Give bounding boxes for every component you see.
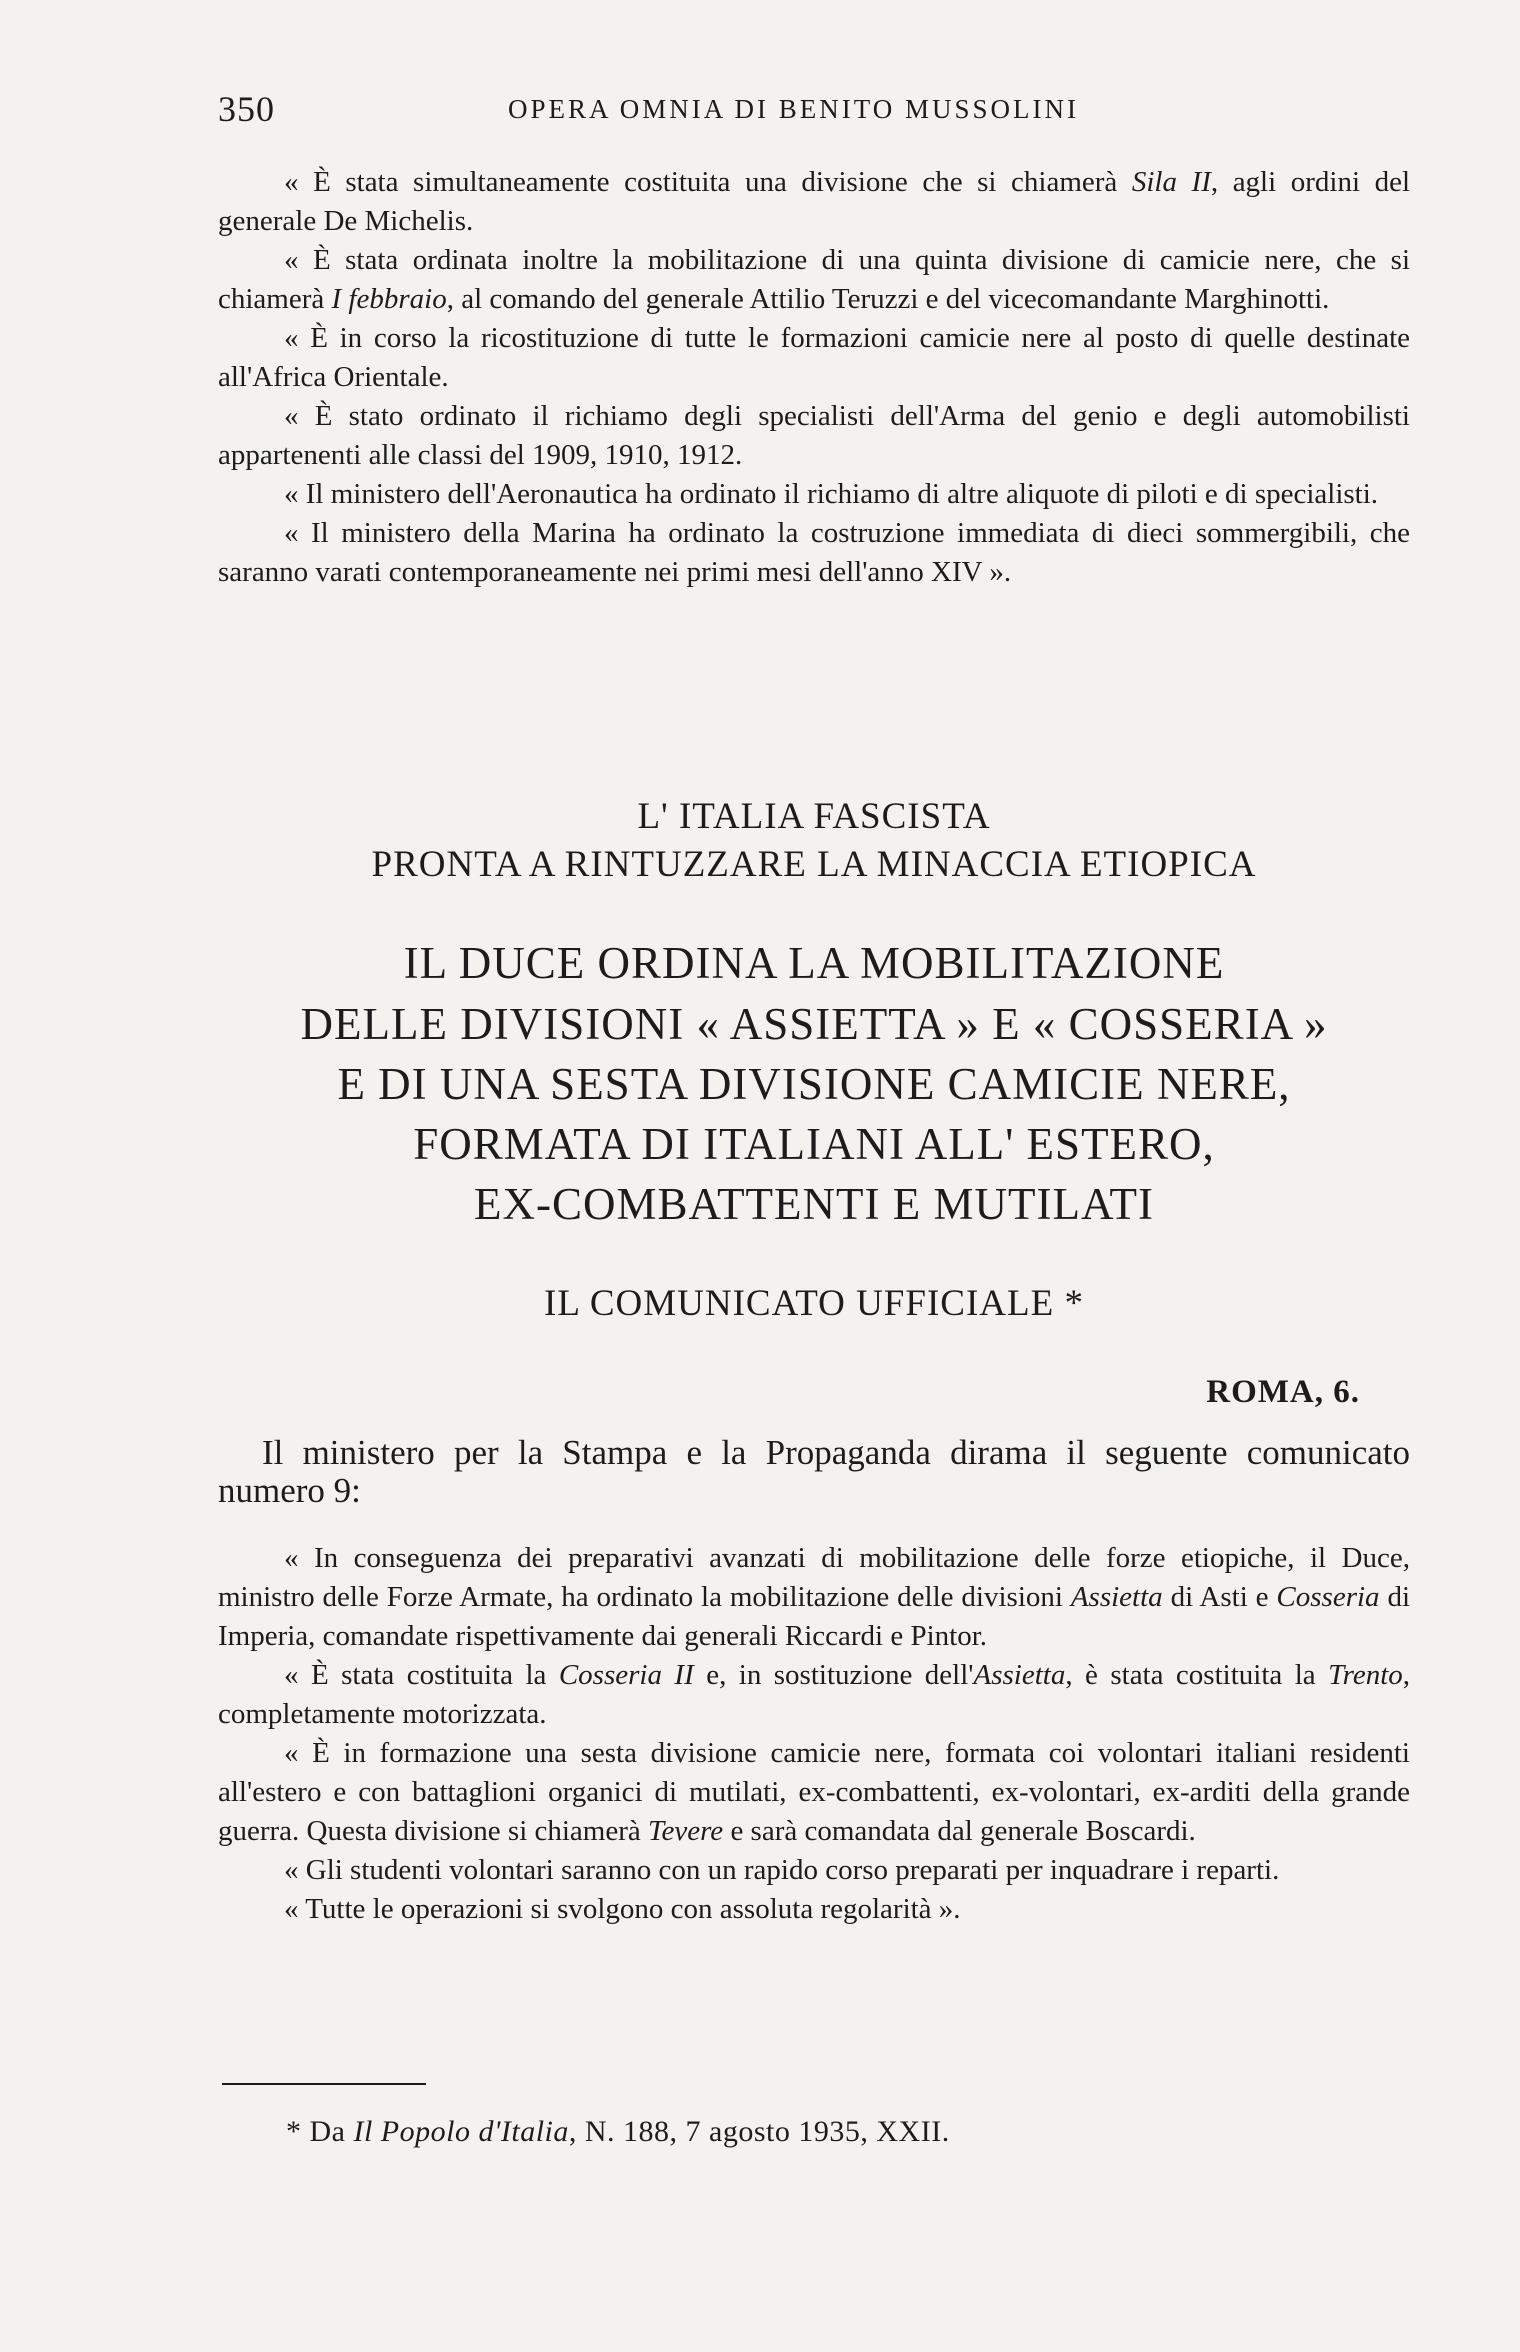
headline-kicker-1: L' ITALIA FASCISTA (637, 796, 991, 837)
headline-main-2: DELLE DIVISIONI « ASSIETTA » E « COSSERIA » (300, 999, 1328, 1049)
communique-text-block (218, 1539, 1410, 1929)
running-title: OPERA OMNIA DI BENITO MUSSOLINI (508, 94, 1080, 124)
page-number: 350 (218, 89, 275, 129)
page-header (218, 88, 1408, 136)
subheading: IL COMUNICATO UFFICIALE * (544, 1283, 1084, 1324)
paragraph: « Il ministero dell'Aeronautica ha ordinato il richiamo di altre aliquote di piloti e di specialisti. (284, 478, 1379, 510)
paragraph: « In conseguenza dei preparativi avanzati di mobilitazione delle forze etiopiche, il Duce, ministro delle Forze Armate, ha ordinato la mobilitazione delle divisioni Assietta di Asti e Cosseria di Imperia, comandate rispettivamente dai generali Riccardi e Pintor. (218, 1542, 1411, 1652)
headline-main-3: E DI UNA SESTA DIVISIONE CAMICIE NERE, (337, 1059, 1291, 1109)
paragraph: « È stata costituita la Cosseria II e, in sostituzione dell'Assietta, è stata costituita la Trento, completamente motorizzata. (218, 1659, 1410, 1730)
paragraph: « Gli studenti volontari saranno con un rapido corso preparati per inquadrare i reparti. (284, 1854, 1280, 1886)
paragraph: « Tutte le operazioni si svolgono con assoluta regolarità ». (284, 1893, 961, 1925)
footnote-divider (222, 2083, 426, 2085)
paragraph: « È stata simultaneamente costituita una divisione che si chiamerà Sila II, agli ordini del generale De Michelis. (218, 166, 1411, 237)
paragraph: « È stato ordinato il richiamo degli specialisti dell'Arma del genio e degli automobilisti appartenenti alle classi del 1909, 1910, 1912. (218, 400, 1410, 471)
paragraph: « È in corso la ricostituzione di tutte le formazioni camicie nere al posto di quelle destinate all'Africa Orientale. (218, 322, 1410, 393)
intro-paragraph: Il ministero per la Stampa e la Propaganda dirama il seguente comunicato numero 9: (218, 1433, 1410, 1510)
upper-text-block (218, 163, 1410, 592)
paragraph: « È in formazione una sesta divisione camicie nere, formata coi volontari italiani residenti all'estero e con battaglioni organici di mutilati, ex-combattenti, ex-volontari, ex-arditi della grande guerra. Questa divisione si chiamerà Tevere e sarà comandata dal generale Boscardi. (218, 1737, 1410, 1847)
footnote: * Da Il Popolo d'Italia, N. 188, 7 agosto 1935, XXII. (286, 2115, 950, 2148)
headline-main-4: FORMATA DI ITALIANI ALL' ESTERO, (413, 1119, 1215, 1169)
paragraph: « Il ministero della Marina ha ordinato la costruzione immediata di dieci sommergibili, che saranno varati contemporaneamente nei primi mesi dell'anno XIV ». (218, 517, 1410, 588)
headline-main-1: IL DUCE ORDINA LA MOBILITAZIONE (403, 938, 1225, 988)
paragraph: « È stata ordinata inoltre la mobilitazione di una quinta divisione di camicie nere, che si chiamerà I febbraio, al comando del generale Attilio Teruzzi e del vicecomandante Marghinotti. (218, 244, 1410, 315)
headline-kicker-2: PRONTA A RINTUZZARE LA MINACCIA ETIOPICA (371, 844, 1257, 885)
headline-main-5: EX-COMBATTENTI E MUTILATI (474, 1179, 1154, 1229)
dateline: ROMA, 6. (1206, 1374, 1360, 1410)
